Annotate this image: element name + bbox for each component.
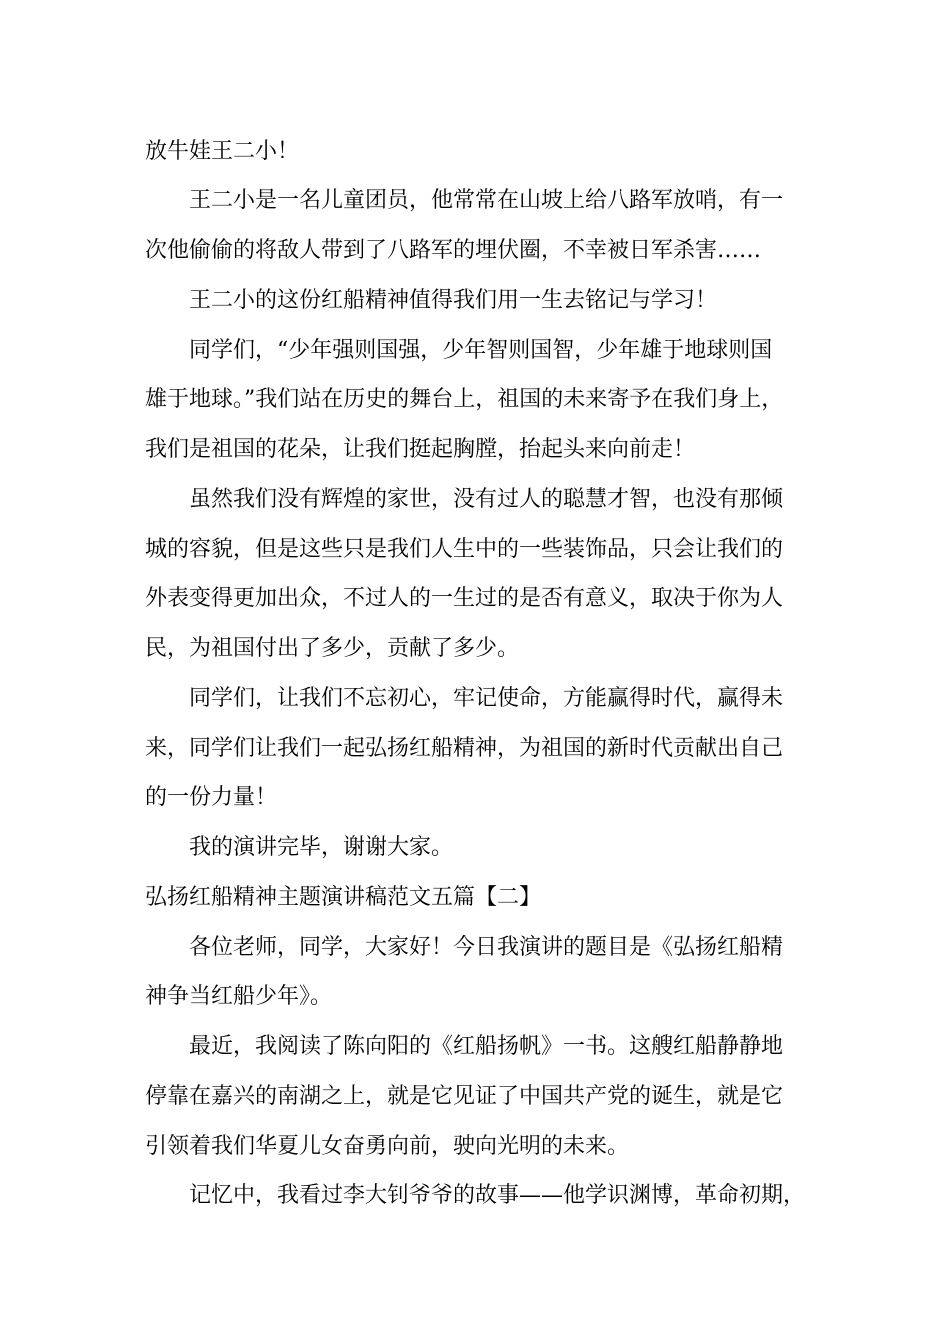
- paragraph-first-line: 各位老师，同学，大家好！今日我演讲的题目是《弘扬红船精: [189, 935, 784, 960]
- text-line: 来，同学们让我们一起弘扬红船精神，为祖国的新时代贡献出自己: [145, 736, 784, 761]
- text-line: 神争当红船少年》。: [145, 984, 333, 1009]
- paragraph-first-line: 记忆中，我看过李大钊爷爷的故事——他学识渊博，革命初期，: [189, 1183, 806, 1208]
- text-line: 民，为祖国付出了多少，贡献了多少。: [145, 636, 520, 661]
- paragraph-first-line: 同学们，“少年强则国强，少年智则国智，少年雄于地球则国: [189, 338, 773, 363]
- text-line: 放牛娃王二小！: [145, 139, 300, 164]
- text-line: 外表变得更加出众，不过人的一生过的是否有意义，取决于你为人: [145, 586, 784, 611]
- paragraph-first-line: 最近，我阅读了陈向阳的《红船扬帆》一书。这艘红船静静地: [189, 1034, 784, 1059]
- text-line: 的一份力量！: [145, 785, 278, 810]
- paragraph-first-line: 王二小是一名儿童团员，他常常在山坡上给八路军放哨，有一: [189, 188, 784, 213]
- text-line: 我们是祖国的花朵，让我们挺起胸膛，抬起头来向前走！: [145, 437, 696, 462]
- text-line: 城的容貌，但是这些只是我们人生中的一些装饰品，只会让我们的: [145, 537, 784, 562]
- paragraph-first-line: 王二小的这份红船精神值得我们用一生去铭记与学习！: [189, 288, 718, 313]
- text-line: 次他偷偷的将敌人带到了八路军的埋伏圈，不幸被日军杀害……: [145, 238, 762, 263]
- text-line: 引领着我们华夏儿女奋勇向前，驶向光明的未来。: [145, 1134, 630, 1159]
- text-line: 雄于地球。”我们站在历史的舞台上，祖国的未来寄予在我们身上，: [145, 387, 784, 412]
- section-heading: 弘扬红船精神主题演讲稿范文五篇【二】: [145, 885, 542, 910]
- text-line: 停靠在嘉兴的南湖之上，就是它见证了中国共产党的诞生，就是它: [145, 1084, 784, 1109]
- paragraph-first-line: 同学们，让我们不忘初心，牢记使命，方能赢得时代，赢得未: [189, 686, 784, 711]
- paragraph-first-line: 我的演讲完毕，谢谢大家。: [189, 835, 454, 860]
- paragraph-first-line: 虽然我们没有辉煌的家世，没有过人的聪慧才智，也没有那倾: [189, 487, 784, 512]
